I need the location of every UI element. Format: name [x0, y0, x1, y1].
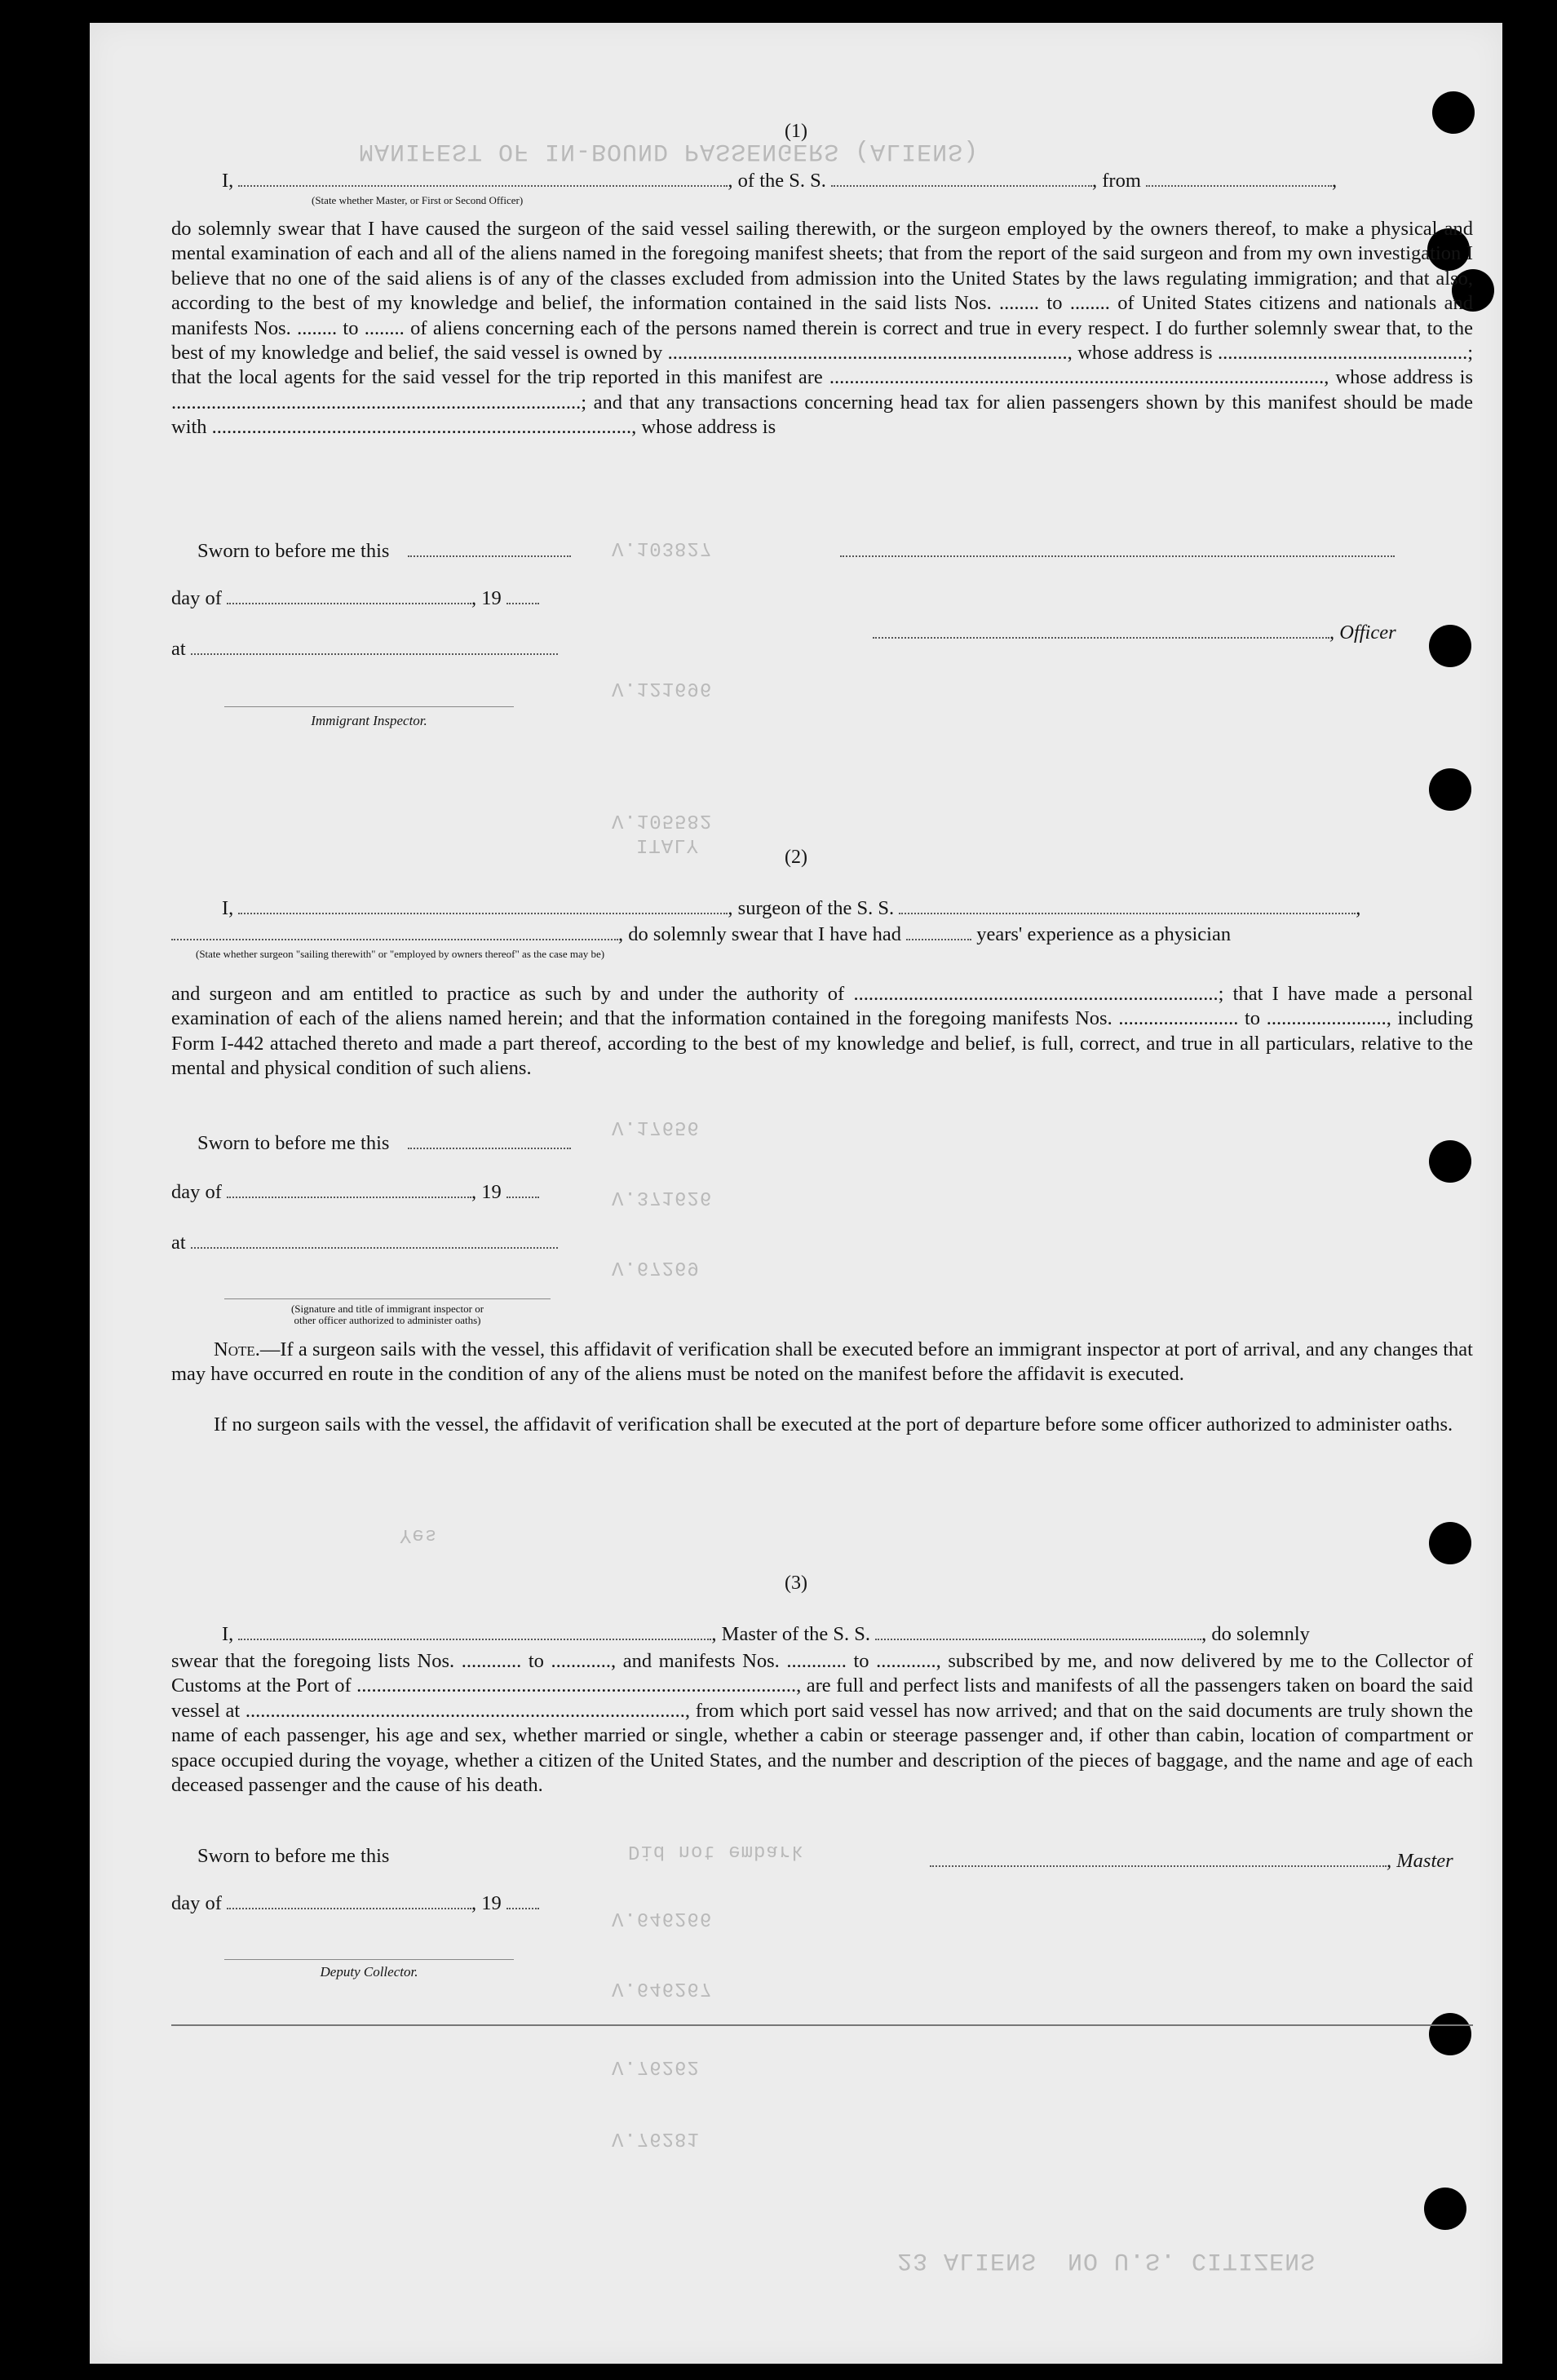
officer-label: , Officer: [1329, 622, 1396, 644]
sworn-blank-2: [408, 1132, 571, 1155]
section-3-affidavit-text: swear that the foregoing lists Nos. ............ to ............, and manifests Nos. ............ to ............, subscribed by me, and now delivered by me to the Collector of Customs at the Port of ........................................................................................, are full and perfect lists and manifests of all the passengers taken on board the said vessel at ........................................................................................, from which port said vessel has now arrived; and that on the said documents are truly shown the name of each passenger, his age and sex, whether married or single, whether a cabin or steerage passenger and, if other than cabin, location of compartment or space occupied during the voyage, whether a citizen of the United States, and the number and description of the pieces of baggage, and the name and age of each deceased passenger and the cause of his death.: [171, 1650, 1473, 1797]
year-blank[interactable]: [506, 588, 539, 604]
at-blank[interactable]: [191, 639, 558, 655]
i-label: I,: [222, 170, 234, 192]
bleed-through-text: V.105582: [612, 809, 713, 831]
master-note: (State whether Master, or First or Second Officer): [312, 194, 524, 206]
note-2: If no surgeon sails with the vessel, the affidavit of verification shall be executed at the port of departure before some officer authorized to administer oaths.: [214, 1413, 1453, 1436]
punch-hole: [1429, 2013, 1471, 2055]
master-name-blank[interactable]: [238, 1624, 711, 1640]
bleed-through-text: 23 ALIENS NO U.S. CITIZENS: [897, 2246, 1316, 2274]
day-of-line-2: day of , 19: [171, 1181, 539, 1204]
punch-hole: [1429, 1140, 1471, 1183]
name-blank[interactable]: [238, 170, 728, 187]
master-line: I, , of the S. S. , from ,: [222, 170, 1338, 192]
master-vessel-blank[interactable]: [875, 1624, 1201, 1640]
bleed-through-text: Yes: [400, 1524, 438, 1546]
sworn-label-3: Sworn to before me this: [197, 1845, 390, 1867]
master-signature-line: [930, 1850, 1453, 1873]
oath-signature-caption: (Signature and title of immigrant inspector or other officer authorized to administer oaths): [290, 1303, 484, 1326]
section-2-number: (2): [785, 847, 807, 868]
manifest-affidavit-page: [90, 23, 1502, 2364]
punch-hole: [1429, 1522, 1471, 1564]
surgeon-type-note: (State whether surgeon "sailing therewith" or "employed by owners thereof" as the case may be): [196, 948, 605, 960]
immigrant-inspector-caption: Immigrant Inspector.: [311, 713, 427, 728]
sworn-label-2: Sworn to before me this: [197, 1132, 390, 1154]
day-blank[interactable]: [227, 588, 471, 604]
section-1-affidavit-text: do solemnly swear that I have caused the surgeon of the said vessel sailing therewith, or the surgeon employed by the owners thereof, to make a physical and mental examination of each and all of the aliens named in the foregoing manifest sheets; that from the report of the said surgeon and from my own investigation I believe that no one of the said aliens is of any of the classes excluded from admission into the United States by the laws regulating immigration; and that also, according to the best of my knowledge and belief, the information contained in the said lists Nos. ........ to ........ of United States citizens and nationals and manifests Nos. ........ to ........ of aliens concerning each of the persons named therein is correct and true in every respect. I do further solemnly swear that, to the best of my knowledge and belief, the said vessel is owned by ................................................................................, whose address is ..................................................; that the local agents for the said vessel for the trip reported in this manifest are ..................................................................................................., whose address is ..................................................................................; and that any transactions concerning head tax for alien passengers shown by this manifest should be made with ...................................................................................., whose address is: [171, 218, 1473, 439]
sworn-blank: [408, 540, 571, 563]
surgeon-line: I, , surgeon of the S. S. ,: [222, 897, 1361, 919]
surgeon-vessel-blank[interactable]: [899, 898, 1356, 914]
bleed-through-text: V.76281: [612, 2127, 700, 2149]
surgeon-type-blank[interactable]: [171, 924, 618, 940]
section-2-affidavit-text: and surgeon and am entitled to practice as such by and under the authority of .........................................................................; that I have made a personal examination of each of the aliens named herein; and that the information contained in the foregoing manifests Nos. ........................ to ........................, including Form I-442 attached thereto and made a part thereof, according to the best of my knowledge and belief, is full, correct, and true in all particulars, relative to the mental and physical condition of such aliens.: [171, 983, 1473, 1080]
master-line-3: I, , Master of the S. S. , do solemnly: [222, 1623, 1310, 1645]
year-blank-3[interactable]: [506, 1893, 539, 1909]
from-blank[interactable]: [1146, 170, 1332, 187]
vessel-blank[interactable]: [831, 170, 1092, 187]
day-blank-2[interactable]: [227, 1182, 471, 1198]
sworn-right-blank: [840, 540, 1395, 563]
bleed-through-text: V.121696: [612, 677, 713, 699]
bleed-through-text: V.103827: [612, 537, 713, 559]
deputy-collector-caption: Deputy Collector.: [320, 1964, 418, 1980]
surgeon-type-line: , do solemnly swear that I have had years' experience as a physician: [171, 923, 1231, 946]
bleed-through-header: MANIFEST OF IN-BOUND PASSENGERS (ALIENS): [359, 137, 980, 165]
bleed-through-text: V.67269: [612, 1256, 700, 1278]
years-blank[interactable]: [906, 924, 971, 940]
at-blank-2[interactable]: [191, 1232, 558, 1249]
day-of-line-3: day of , 19: [171, 1892, 539, 1915]
at-line: at: [171, 638, 558, 661]
surgeon-name-blank[interactable]: [238, 898, 728, 914]
master-signature-blank[interactable]: [930, 1851, 1387, 1867]
inspector-signature-line: [224, 706, 514, 707]
bleed-through-text: V.371626: [612, 1186, 713, 1208]
note-label: Note.: [214, 1338, 260, 1360]
of-ss-label: , of the S. S.: [728, 170, 826, 192]
bleed-through-text: Did not embark: [628, 1840, 804, 1862]
oath-signature-line: [224, 1298, 551, 1299]
punch-hole: [1424, 2188, 1466, 2230]
at-line-2: at: [171, 1232, 558, 1254]
bottom-rule: [171, 2024, 1473, 2026]
punch-hole: [1429, 768, 1471, 811]
officer-line: [873, 622, 1396, 644]
bleed-through-text: ITALY: [636, 834, 700, 856]
sworn-label: Sworn to before me this: [197, 540, 390, 562]
master-label: , Master: [1387, 1850, 1453, 1872]
day-of-line: day of , 19: [171, 587, 539, 610]
day-blank-3[interactable]: [227, 1893, 471, 1909]
year-blank-2[interactable]: [506, 1182, 539, 1198]
section-1-number: (1): [785, 121, 807, 142]
bleed-through-text: V.646266: [612, 1907, 713, 1929]
bleed-through-text: V.646267: [612, 1977, 713, 1999]
section-3-number: (3): [785, 1573, 807, 1594]
deputy-signature-line: [224, 1959, 514, 1960]
bleed-through-text: V.76262: [612, 2055, 700, 2077]
from-label: , from: [1092, 170, 1141, 192]
punch-hole: [1429, 625, 1471, 667]
note-1: Note.—If a surgeon sails with the vessel, this affidavit of verification shall be executed before an immigrant inspector at port of arrival, and any changes that may have occurred en route in the condition of any of the aliens must be noted on the manifest before the affidavit is executed.: [171, 1338, 1473, 1386]
bleed-through-text: V.17656: [612, 1116, 700, 1138]
officer-blank[interactable]: [873, 622, 1329, 639]
